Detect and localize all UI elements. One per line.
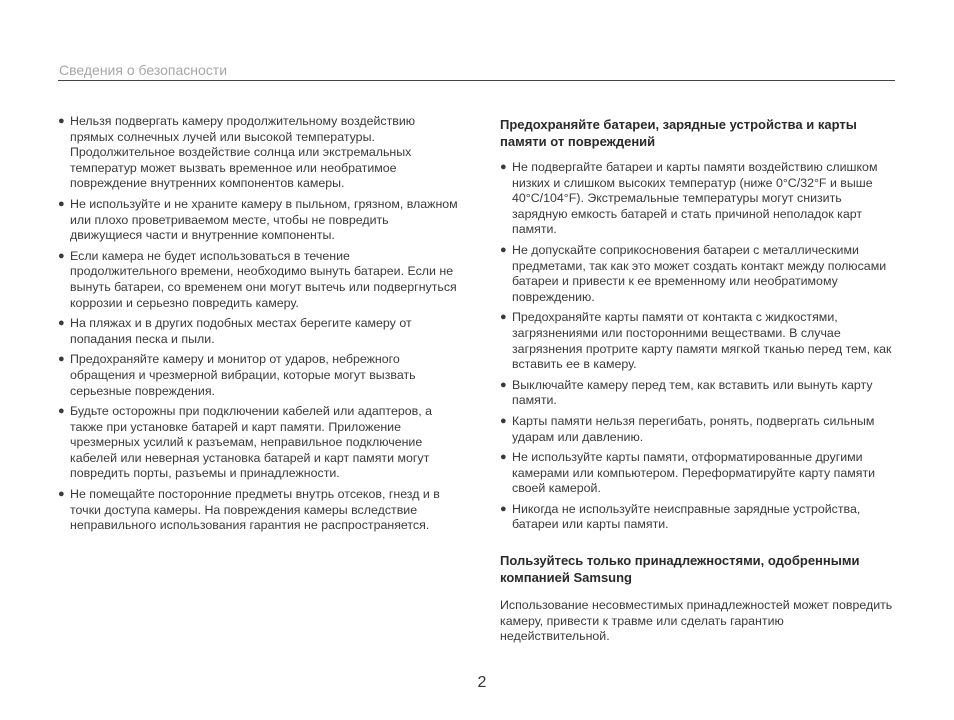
- bullet-icon: ●: [500, 378, 507, 391]
- list-item-text: Предохраняйте камеру и монитор от ударов, небрежного обращения и чрезмерной вибрации, которые могут вызвать серьезные повреждения.: [70, 352, 416, 398]
- list-item: [500, 310, 895, 372]
- list-item: [58, 197, 458, 244]
- bullet-icon: ●: [500, 311, 507, 324]
- list-item: [500, 160, 895, 238]
- list-item: [500, 378, 895, 409]
- list-item-text: Нельзя подвергать камеру продолжительному воздействию прямых солнечных лучей или высокой температуры. Продолжительное воздействие солнца или экстремальных температур может вызвать временное или необратимое повреждение внутренних компонентов камеры.: [70, 114, 416, 191]
- accessories-section: [500, 552, 895, 645]
- bullet-icon: ●: [500, 161, 507, 173]
- bullet-icon: ●: [500, 451, 507, 464]
- list-item-text: Не допускайте соприкосновения батареи с металлическими предметами, так как это может создать контакт между полюсами батареи и привести к ее временному или необратимому повреждению.: [512, 242, 887, 304]
- bullet-icon: ●: [58, 353, 65, 366]
- left-bullet-list: [58, 114, 458, 534]
- list-item: [58, 316, 458, 347]
- list-item-text: Никогда не используйте неисправные зарядные устройства, батареи или карты памяти.: [512, 501, 861, 532]
- section-heading-batteries: Предохраняйте батареи, зарядные устройства и карты памяти от повреждений: [500, 117, 857, 149]
- list-item: [500, 502, 895, 533]
- list-item-text: Не помещайте посторонние предметы внутрь отсеков, гнезд и в точки доступа камеры. На повреждения камеры вследствие неправильного использования гарантия не распространяется.: [70, 487, 440, 533]
- list-item: [58, 404, 458, 482]
- list-item-text: Предохраняйте карты памяти от контакта с жидкостями, загрязнениями или посторонними веществами. В случае загрязнения протрите карту памяти мягкой тканью перед тем, как вставить ее в камеру.: [512, 310, 892, 372]
- right-column: [500, 116, 895, 645]
- accessories-paragraph: Использование несовместимых принадлежностей может повредить камеру, привести к травме или сделать гарантию недействительной.: [500, 598, 893, 644]
- list-item-text: На пляжах и в других подобных местах берегите камеру от попадания песка и пыли.: [70, 316, 412, 346]
- header-title: Сведения о безопасности: [59, 62, 228, 78]
- page-number: 2: [477, 674, 487, 691]
- left-column: [58, 114, 458, 539]
- list-item: [58, 114, 458, 192]
- list-item-text: Не используйте и не храните камеру в пыльном, грязном, влажном или плохо проветриваемом месте, чтобы не повредить движущиеся части и внутренние компоненты.: [70, 196, 458, 243]
- right-bullet-list: [500, 160, 895, 533]
- bullet-icon: ●: [58, 197, 65, 210]
- list-item-text: Карты памяти нельзя перегибать, ронять, подвергать сильным ударам или давлению.: [512, 413, 875, 444]
- list-item-text: Выключайте камеру перед тем, как вставить или вынуть карту памяти.: [512, 377, 873, 408]
- list-item-text: Не подвергайте батареи и карты памяти воздействию слишком низких и слишком высоких температур (ниже 0°C/32°F и выше 40°C/104°F). Экстремальные температуры могут снизить зарядную емкость батарей и стать причиной неполадок карт памяти.: [512, 160, 878, 237]
- section-heading-accessories: Пользуйтесь только принадлежностями, одобренными компанией Samsung: [500, 553, 860, 586]
- page-header: [58, 60, 895, 81]
- list-item: [58, 352, 458, 399]
- list-item: [500, 450, 895, 497]
- bullet-icon: ●: [58, 249, 65, 262]
- bullet-icon: ●: [58, 317, 65, 330]
- list-item-text: Если камера не будет использоваться в течение продолжительного времени, необходимо вынуть батареи. Если не вынуть батареи, со временем они могут вытечь или подвергнуться коррозии и серьезно повредить камеру.: [70, 248, 457, 310]
- bullet-icon: ●: [58, 115, 65, 127]
- bullet-icon: ●: [58, 488, 65, 501]
- bullet-icon: ●: [500, 414, 507, 427]
- bullet-icon: ●: [500, 243, 507, 256]
- list-item-text: Будьте осторожны при подключении кабелей или адаптеров, а также при установке батарей и карт памяти. Приложение чрезмерных усилий к разъемам, неправильное подключение кабелей или неверная установка батарей и карт памяти могут повредить порты, разъемы и принадлежности.: [70, 404, 432, 481]
- list-item: [500, 414, 895, 445]
- list-item-text: Не используйте карты памяти, отформатированные другими камерами или компьютером. Переформатируйте карту памяти своей камерой.: [512, 450, 876, 496]
- list-item: [58, 487, 458, 534]
- bullet-icon: ●: [500, 502, 507, 515]
- list-item: [500, 243, 895, 305]
- bullet-icon: ●: [58, 405, 65, 418]
- battery-section: [500, 116, 895, 533]
- list-item: [58, 249, 458, 311]
